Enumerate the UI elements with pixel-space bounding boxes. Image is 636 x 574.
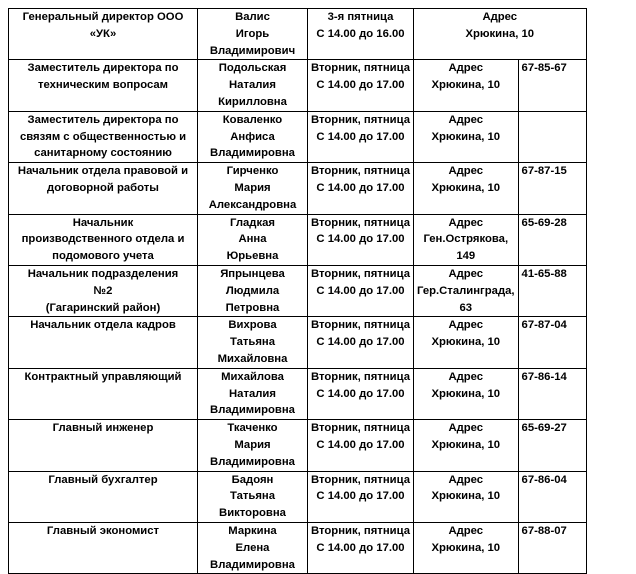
name-line: Михайлова <box>221 370 284 383</box>
table-row <box>9 420 587 471</box>
hours-line: С 14.00 до 16.00 <box>316 27 405 40</box>
position-line: Начальник отдела кадров <box>30 319 176 332</box>
name-line: Татьяна <box>229 336 276 349</box>
position-cell <box>9 522 198 573</box>
table-row <box>9 265 587 316</box>
hours-line: С 14.00 до 17.00 <box>316 284 405 297</box>
table-row <box>9 9 587 60</box>
hours-line: Вторник, пятница <box>311 267 410 280</box>
name-cell <box>198 111 308 162</box>
address-line: 63 <box>459 301 473 314</box>
phone-number: 67-85-67 <box>521 62 567 75</box>
hours-line: С 14.00 до 17.00 <box>316 79 405 92</box>
position-cell <box>9 163 198 214</box>
address-line: Хрюкина, 10 <box>431 387 501 400</box>
address-line: Адрес <box>448 370 484 383</box>
address-line: Хрюкина, 10 <box>431 438 501 451</box>
position-line: Генеральный директор ООО <box>22 11 184 23</box>
address-line: Хрюкина, 10 <box>431 79 501 92</box>
hours-cell <box>308 368 414 419</box>
address-line: Гер.Сталинграда, <box>416 284 515 297</box>
name-line: Вихрова <box>228 319 277 332</box>
phone-number: 67-88-07 <box>521 524 567 537</box>
address-line: Адрес <box>448 524 484 537</box>
table-row <box>9 471 587 522</box>
phone-cell <box>518 420 586 471</box>
position-line: подомового учета <box>52 250 154 263</box>
address-cell <box>413 317 518 368</box>
hours-cell <box>308 420 414 471</box>
address-line: 149 <box>456 250 476 263</box>
phone-number: 67-86-04 <box>521 473 567 486</box>
position-line: Главный бухгалтер <box>48 473 158 486</box>
hours-cell <box>308 317 414 368</box>
address-cell <box>413 368 518 419</box>
phone-number: 65-69-28 <box>521 216 567 229</box>
position-cell <box>9 111 198 162</box>
name-cell <box>198 522 308 573</box>
hours-line: С 14.00 до 17.00 <box>316 130 405 143</box>
table-row <box>9 522 587 573</box>
phone-number: 41-65-88 <box>521 267 567 280</box>
table-row <box>9 317 587 368</box>
position-cell <box>9 265 198 316</box>
address-line: Адрес <box>448 422 484 435</box>
name-line: Владимирович <box>209 44 296 57</box>
address-cell <box>413 9 586 60</box>
name-line: Анна <box>238 233 267 246</box>
name-line: Валис <box>235 11 270 23</box>
position-line: договорной работы <box>47 181 159 194</box>
name-line: Наталия <box>229 387 276 400</box>
position-line: связям с общественностью и <box>19 130 187 143</box>
table-row <box>9 111 587 162</box>
name-cell <box>198 317 308 368</box>
phone-cell <box>518 214 586 265</box>
hours-line: Вторник, пятница <box>311 216 410 229</box>
phone-number: 67-86-14 <box>521 370 567 383</box>
address-cell <box>413 111 518 162</box>
hours-cell <box>308 471 414 522</box>
phone-cell <box>518 368 586 419</box>
address-cell <box>413 60 518 111</box>
address-line: Хрюкина, 10 <box>431 490 501 503</box>
hours-cell <box>308 111 414 162</box>
phone-number: 67-87-04 <box>521 319 567 332</box>
name-line: Владимировна <box>210 404 295 417</box>
name-cell <box>198 368 308 419</box>
name-line: Гирченко <box>226 165 279 178</box>
name-line: Владимировна <box>210 455 295 468</box>
name-line: Гладкая <box>230 216 275 229</box>
name-line: Татьяна <box>229 490 276 503</box>
phone-number: 67-87-15 <box>521 165 567 178</box>
name-line: Ткаченко <box>227 422 278 435</box>
name-cell <box>198 60 308 111</box>
table-body <box>9 9 587 574</box>
phone-cell <box>518 317 586 368</box>
position-line: Заместитель директора по <box>27 62 179 75</box>
name-line: Петровна <box>225 301 280 314</box>
position-line: Заместитель директора по <box>27 113 179 126</box>
phone-number: 65-69-27 <box>521 422 567 435</box>
name-cell <box>198 420 308 471</box>
position-cell <box>9 317 198 368</box>
hours-line: С 14.00 до 17.00 <box>316 336 405 349</box>
hours-line: Вторник, пятница <box>311 113 410 126</box>
position-line: Начальник <box>72 216 134 229</box>
address-cell <box>413 420 518 471</box>
hours-cell <box>308 522 414 573</box>
address-line: Хрюкина, 10 <box>431 130 501 143</box>
hours-line: Вторник, пятница <box>311 62 410 75</box>
name-line: Япрынцева <box>220 267 285 280</box>
reception-schedule-table <box>8 8 587 574</box>
name-line: Анфиса <box>230 130 275 143</box>
name-line: Коваленко <box>222 113 283 126</box>
hours-cell <box>308 265 414 316</box>
address-line: Адрес <box>448 473 484 486</box>
table-row <box>9 368 587 419</box>
table-row <box>9 60 587 111</box>
address-line: Адрес <box>448 62 484 75</box>
hours-line: Вторник, пятница <box>311 473 410 486</box>
position-line: техническим вопросам <box>37 79 169 92</box>
name-line: Кирилловна <box>218 95 287 108</box>
name-line: Михайловна <box>217 352 288 365</box>
address-line: Ген.Острякова, <box>423 233 509 246</box>
address-line: Адрес <box>482 11 518 23</box>
name-line: Владимировна <box>210 147 295 160</box>
hours-cell <box>308 163 414 214</box>
hours-line: С 14.00 до 17.00 <box>316 387 405 400</box>
name-line: Владимировна <box>210 558 295 571</box>
name-cell <box>198 214 308 265</box>
hours-cell <box>308 60 414 111</box>
name-cell <box>198 9 308 60</box>
address-line: Хрюкина, 10 <box>431 541 501 554</box>
address-cell <box>413 471 518 522</box>
hours-line: С 14.00 до 17.00 <box>316 233 405 246</box>
address-cell <box>413 522 518 573</box>
phone-cell <box>518 163 586 214</box>
address-line: Хрюкина, 10 <box>465 27 535 40</box>
address-cell <box>413 265 518 316</box>
hours-line: С 14.00 до 17.00 <box>316 490 405 503</box>
position-line: Начальник подразделения <box>27 267 179 280</box>
phone-cell <box>518 522 586 573</box>
hours-line: Вторник, пятница <box>311 524 410 537</box>
position-line: (Гагаринский район) <box>45 301 161 314</box>
phone-cell <box>518 60 586 111</box>
address-cell <box>413 163 518 214</box>
name-line: Мария <box>234 438 271 451</box>
position-cell <box>9 9 198 60</box>
table-row <box>9 214 587 265</box>
name-line: Людмила <box>225 284 280 297</box>
hours-line: Вторник, пятница <box>311 165 410 178</box>
name-line: Наталия <box>229 79 276 92</box>
hours-cell <box>308 9 414 60</box>
position-line: производственного отдела и <box>21 233 185 246</box>
position-cell <box>9 368 198 419</box>
name-line: Юрьевна <box>226 250 279 263</box>
address-line: Адрес <box>448 165 484 178</box>
name-line: Мария <box>234 181 271 194</box>
phone-cell <box>518 471 586 522</box>
address-line: Адрес <box>448 113 484 126</box>
name-line: Маркина <box>228 524 277 537</box>
position-cell <box>9 60 198 111</box>
position-line: Начальник отдела правовой и <box>17 165 189 178</box>
phone-cell <box>518 265 586 316</box>
name-cell <box>198 471 308 522</box>
name-cell <box>198 265 308 316</box>
hours-line: Вторник, пятница <box>311 370 410 383</box>
position-line: санитарному состоянию <box>34 147 172 160</box>
name-line: Бадоян <box>231 473 274 486</box>
hours-line: Вторник, пятница <box>311 319 410 332</box>
hours-cell <box>308 214 414 265</box>
hours-line: 3-я пятница <box>327 11 394 23</box>
address-line: Адрес <box>448 216 484 229</box>
name-line: Игорь <box>235 27 270 40</box>
hours-line: Вторник, пятница <box>311 422 410 435</box>
address-line: Хрюкина, 10 <box>431 181 501 194</box>
address-cell <box>413 214 518 265</box>
position-line: №2 <box>93 284 113 297</box>
address-line: Адрес <box>448 319 484 332</box>
position-cell <box>9 420 198 471</box>
position-line: «УК» <box>89 27 117 40</box>
position-line: Контрактный управляющий <box>24 370 182 383</box>
name-line: Викторовна <box>219 507 286 520</box>
hours-line: С 14.00 до 17.00 <box>316 541 405 554</box>
position-cell <box>9 214 198 265</box>
address-line: Хрюкина, 10 <box>431 336 501 349</box>
position-line: Главный инженер <box>52 422 154 435</box>
name-line: Подольская <box>218 62 287 75</box>
name-line: Елена <box>235 541 270 554</box>
hours-line: С 14.00 до 17.00 <box>316 181 405 194</box>
name-cell <box>198 163 308 214</box>
name-line: Александровна <box>208 198 297 211</box>
address-line: Адрес <box>448 267 484 280</box>
position-cell <box>9 471 198 522</box>
hours-line: С 14.00 до 17.00 <box>316 438 405 451</box>
table-row <box>9 163 587 214</box>
phone-cell <box>518 111 586 162</box>
position-line: Главный экономист <box>46 524 160 537</box>
